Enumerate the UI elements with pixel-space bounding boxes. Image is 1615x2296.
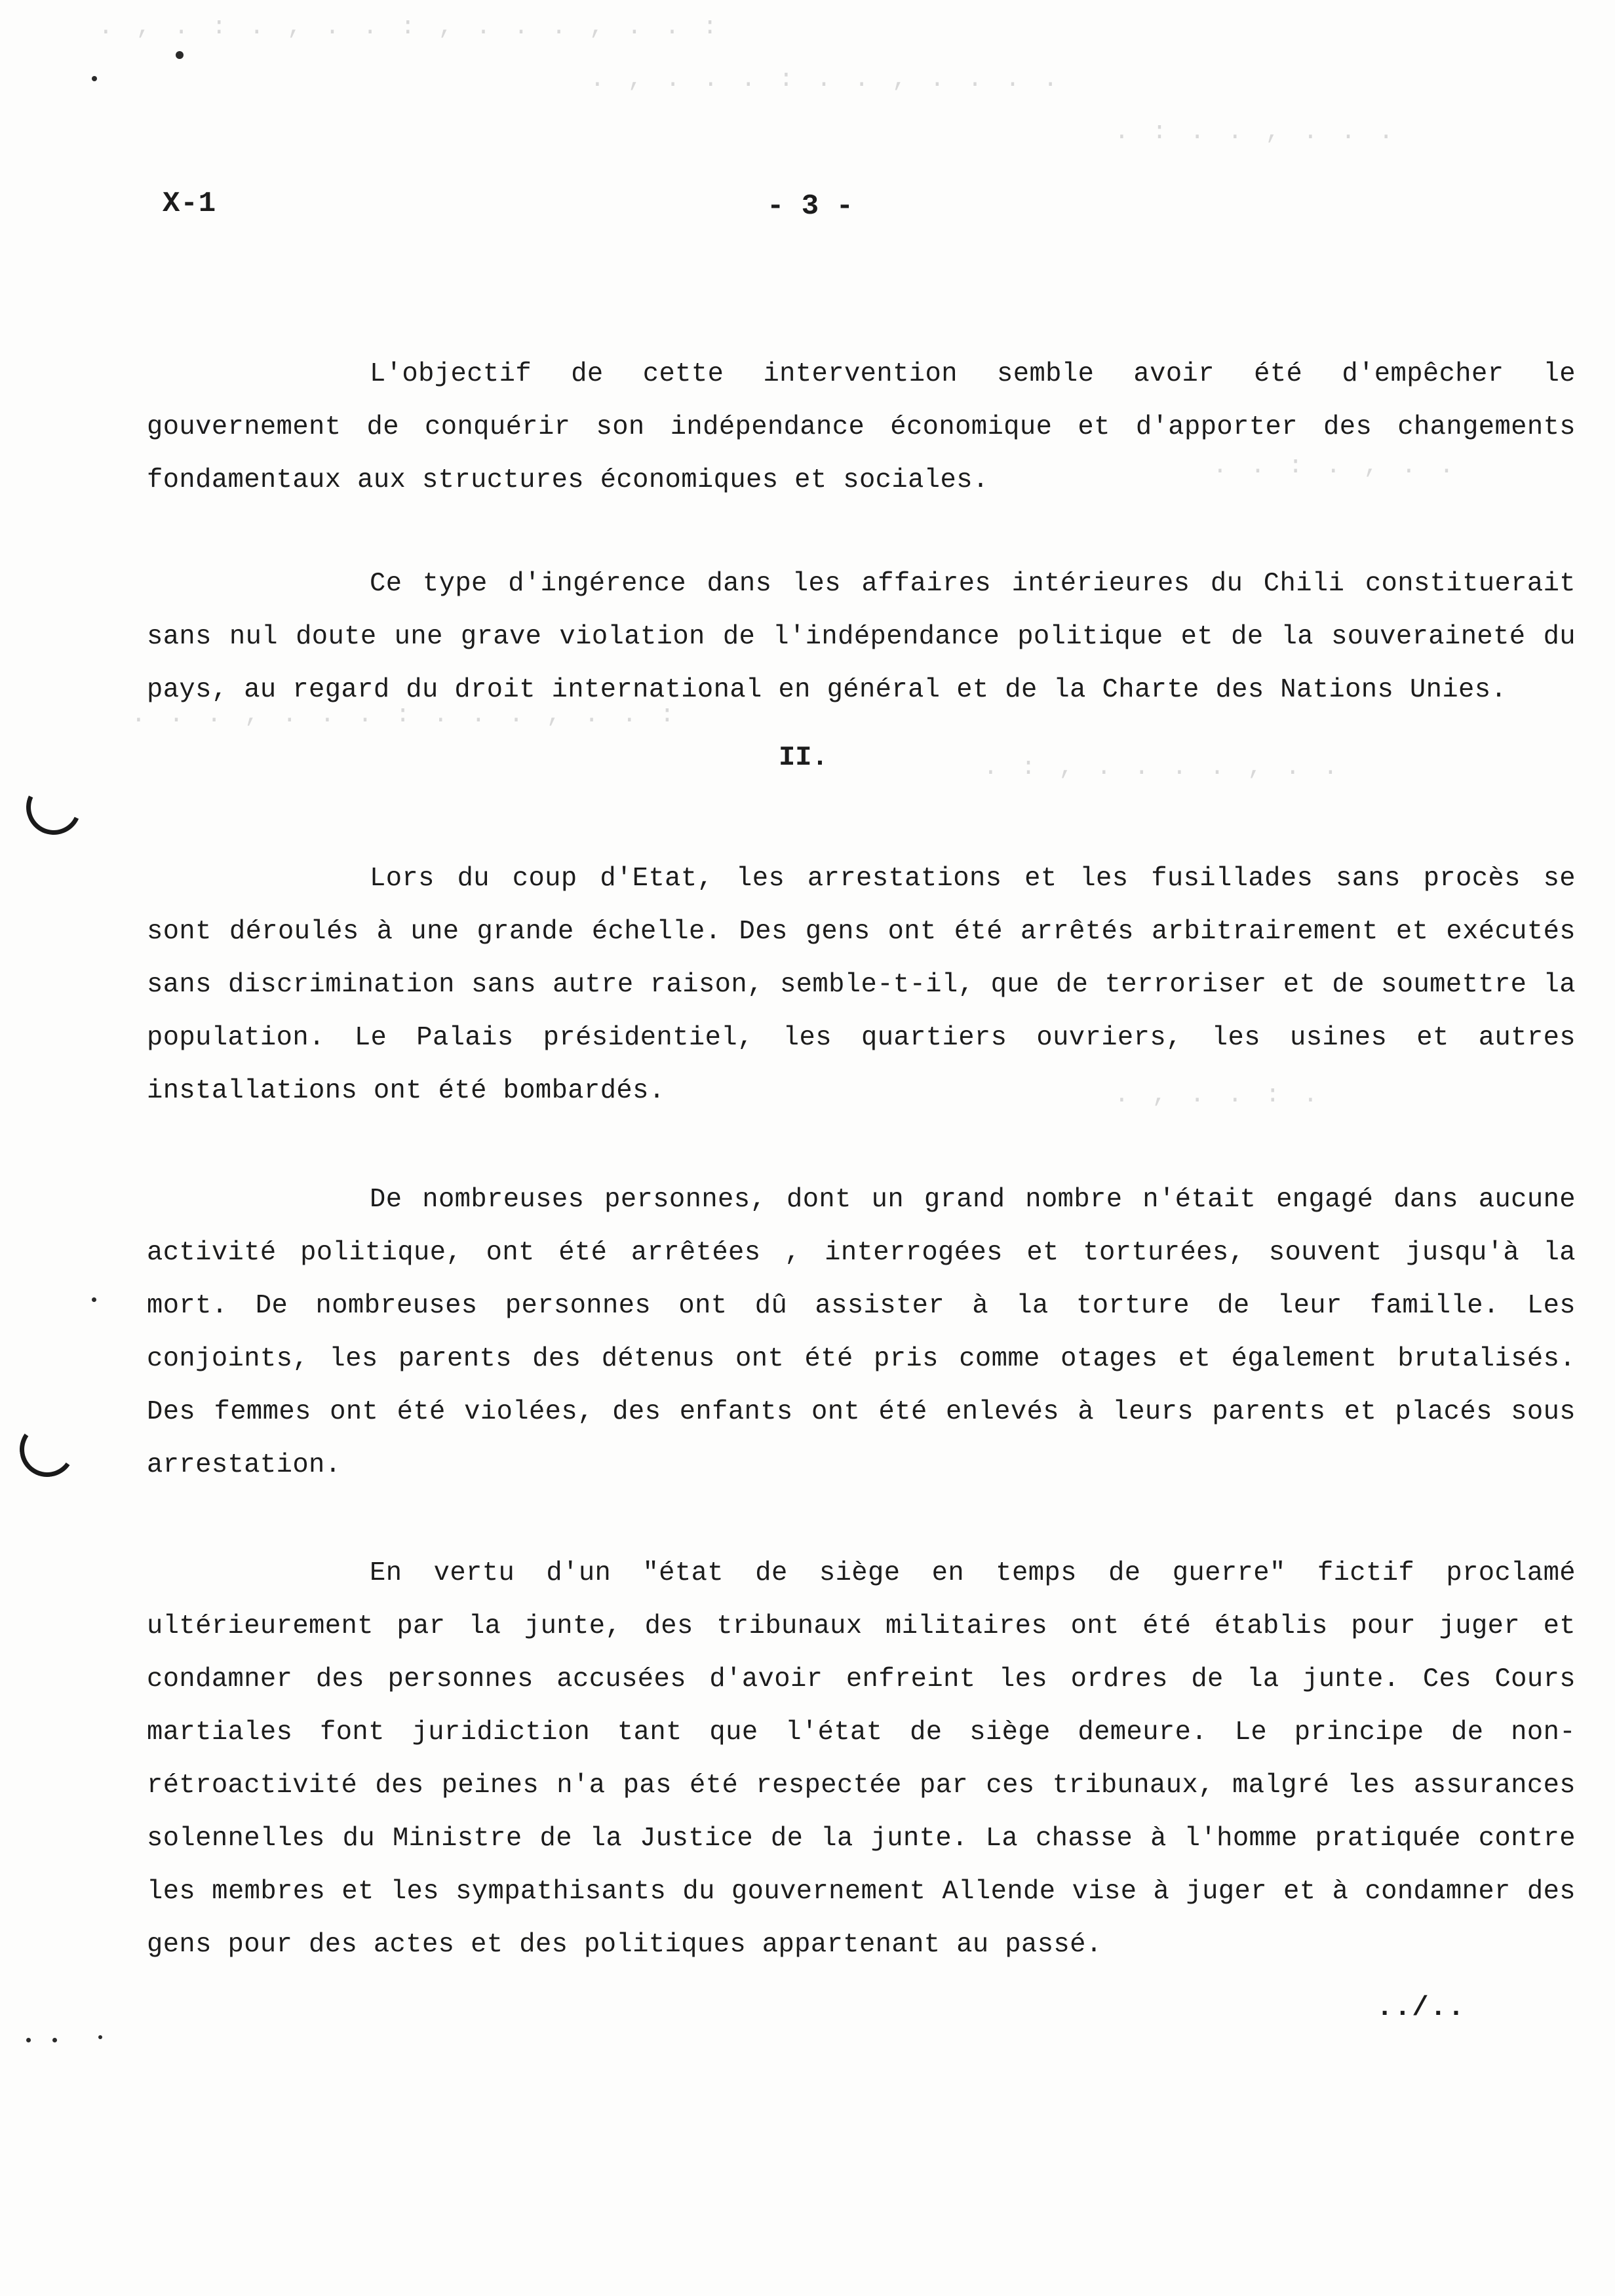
ink-speck	[92, 1297, 96, 1302]
page-number: - 3 -	[767, 190, 854, 223]
paragraph: Ce type d'ingérence dans les affaires intérieures du Chili constituerait sans nul doute une grave violation de l'indépendance politique et de la souveraineté du pays, au regard du droit international en général et de la Charte des Nations Unies.	[147, 568, 1576, 705]
ink-speck	[92, 76, 97, 81]
bleed-through-mark: . , . . . : . . , . . . .	[590, 66, 1062, 94]
ink-speck	[52, 2038, 57, 2042]
ink-speck	[98, 2035, 102, 2039]
paragraph: En vertu d'un "état de siège en temps de guerre" fictif proclamé ultérieurement par la junte, des tribunaux militaires ont été établis pour juger et condamner des personnes accusées d'avoir enfreint les ordres de la junte. Ces Cours martiales font juridiction tant que l'état de siège demeure. Le principe de non-rétroactivité des peines n'a pas été respectée par ces tribunaux, malgré les assurances solennelles du Ministre de la Justice de la junte. La chasse à l'homme pratiquée contre les membres et les sympathisants du gouvernement Allende vise à juger et à condamner des gens pour des actes et des politiques appartenant au passé.	[147, 1558, 1576, 1960]
punch-hole-mark	[18, 772, 89, 843]
paragraph: L'objectif de cette intervention semble avoir été d'empêcher le gouvernement de conquérir son indépendance économique et d'apporter des changements fondamentaux aux structures économiques et sociales.	[147, 358, 1576, 495]
paragraph: Lors du coup d'Etat, les arrestations et les fusillades sans procès se sont déroulés à une grande échelle. Des gens ont été arrêtés arbitrairement et exécutés sans discrimination sans autre raison, semble-t-il, que de terroriser et de soumettre la population. Le Palais présidentiel, les quartiers ouvriers, les usines et autres installations ont été bombardés.	[147, 863, 1576, 1106]
ink-speck	[26, 2038, 31, 2042]
bleed-through-mark: . : . . , . . .	[1114, 118, 1398, 146]
bleed-through-mark: . , . . : .	[1114, 1081, 1322, 1109]
ink-speck	[176, 51, 184, 59]
continuation-marker: ../..	[1376, 1992, 1466, 2023]
punch-hole-mark	[15, 1417, 79, 1481]
bleed-through-mark: . : , . . . . , . .	[983, 754, 1342, 782]
document-reference: X-1	[163, 187, 217, 220]
bleed-through-mark: . . : . , . .	[1213, 452, 1458, 480]
paragraph: De nombreuses personnes, dont un grand nombre n'était engagé dans aucune activité politique, ont été arrêtées , interrogées et torturées, souvent jusqu'à la mort. De nombreuses personnes ont dû assister à la torture de leur famille. Les conjoints, les parents des détenus ont été pris comme otages et également brutalisés. Des femmes ont été violées, des enfants ont été enlevés à leurs parents et placés sous arrestation.	[147, 1184, 1576, 1480]
bleed-through-mark: . . . , . . . : . . . , . . :	[131, 701, 679, 729]
bleed-through-mark: . , . : . , . . : , . . . , . . :	[98, 13, 722, 41]
section-number: II.	[779, 742, 828, 773]
